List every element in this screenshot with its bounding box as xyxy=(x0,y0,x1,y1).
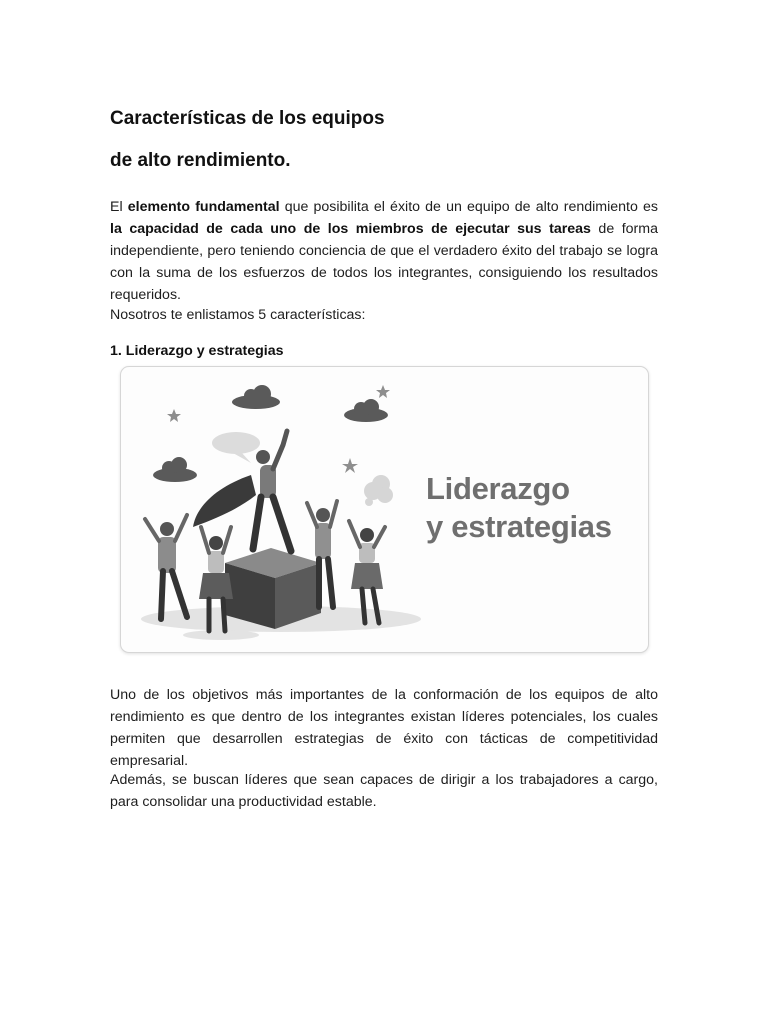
star-icon xyxy=(167,409,181,422)
image-caption-line-1: Liderazgo xyxy=(426,471,570,506)
list-intro: Nosotros te enlistamos 5 características: xyxy=(110,307,366,323)
intro-text-2: que posibilita el éxito de un equipo de alto rendimiento es xyxy=(279,199,658,215)
intro-text-3: de forma independiente, pero teniendo conciencia de que el verdadero éxito del trabajo se logra con la suma de los esfuerzos de todos los integrantes, consiguiendo los resultados requeridos. xyxy=(110,221,658,303)
star-icon xyxy=(376,385,390,398)
cloud-icon xyxy=(153,457,197,482)
thought-cloud-icon xyxy=(364,475,393,506)
intro-bold-1: elemento fundamental xyxy=(127,199,280,215)
intro-paragraph xyxy=(110,196,658,306)
image-caption-line-2: y estrategias xyxy=(426,509,612,544)
speech-bubble-icon xyxy=(212,432,260,463)
illustration-card xyxy=(120,366,649,653)
page-title-line-2: de alto rendimiento. xyxy=(110,150,291,171)
page-title-line-1: Características de los equipos xyxy=(110,108,385,129)
team-member-figure xyxy=(145,515,187,619)
cloud-icon xyxy=(344,399,388,422)
star-icon xyxy=(342,458,358,473)
team-member-figure xyxy=(349,521,385,623)
body-paragraph-1: Uno de los objetivos más importantes de la conformación de los equipos de alto rendimiento es que dentro de los integrantes existan líderes potenciales, los cuales permiten que desarrollen estrategias de éxito con tácticas de competitividad empresarial. xyxy=(110,687,658,769)
podium-box xyxy=(225,548,321,629)
intro-bold-2: la capacidad de cada uno de los miembros de ejecutar sus tareas xyxy=(110,221,591,237)
cloud-icon xyxy=(232,385,280,409)
body-paragraph-2: Además, se buscan líderes que sean capaces de dirigir a los trabajadores a cargo, para consolidar una productividad estable. xyxy=(110,772,658,810)
section-heading: 1. Liderazgo y estrategias xyxy=(110,343,284,359)
intro-text-1: El xyxy=(110,199,128,215)
